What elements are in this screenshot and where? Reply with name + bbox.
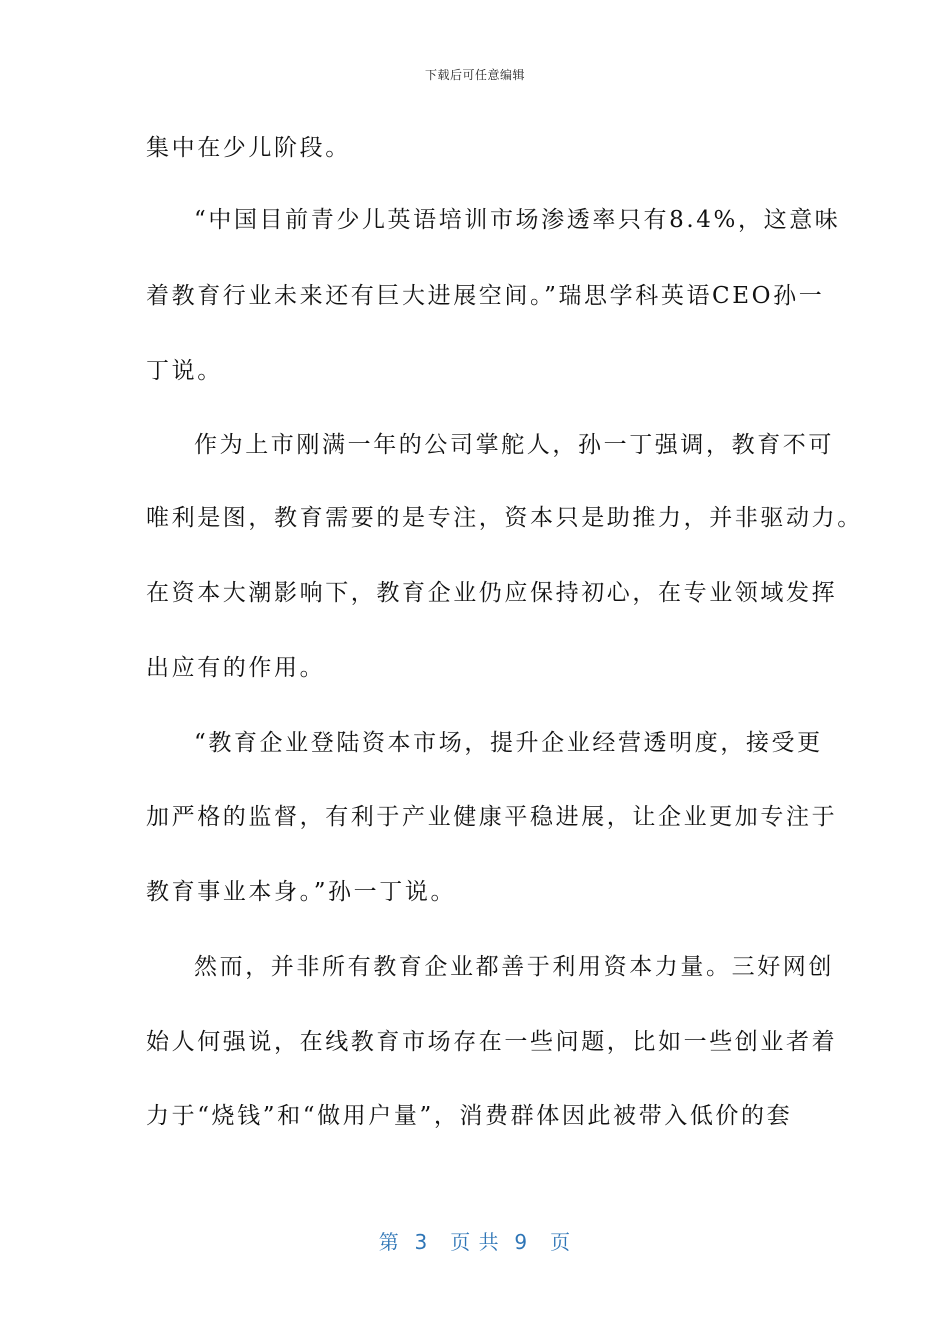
text-line: 着教育行业未来还有巨大进展空间。”瑞思学科英语CEO孙一 bbox=[146, 283, 825, 309]
text-line: 力于“烧钱”和“做用户量”，消费群体因此被带入低价的套 bbox=[146, 1103, 793, 1129]
page-footer bbox=[0, 1226, 950, 1255]
text-line: “教育企业登陆资本市场，提升企业经营透明度，接受更 bbox=[194, 730, 823, 756]
text-line: 教育事业本身。”孙一丁说。 bbox=[146, 879, 457, 905]
page-header: 下载后可任意编辑 bbox=[424, 68, 525, 82]
text-line: 丁说。 bbox=[146, 358, 223, 384]
page-number: 第 3 页 共 9 页 bbox=[378, 1230, 572, 1254]
text-line: 然而，并非所有教育企业都善于利用资本力量。三好网创 bbox=[194, 954, 834, 980]
text-line: 出应有的作用。 bbox=[146, 655, 326, 681]
text-line: 始人何强说，在线教育市场存在一些问题，比如一些创业者着 bbox=[146, 1029, 838, 1055]
text-line: “中国目前青少儿英语培训市场渗透率只有8.4%，这意味 bbox=[194, 207, 841, 233]
text-line: 作为上市刚满一年的公司掌舵人，孙一丁强调，教育不可 bbox=[194, 432, 834, 458]
text-line: 集中在少儿阶段。 bbox=[146, 135, 351, 161]
text-line: 唯利是图，教育需要的是专注，资本只是助推力，并非驱动力。 bbox=[146, 505, 863, 531]
text-line: 加严格的监督，有利于产业健康平稳进展，让企业更加专注于 bbox=[146, 804, 838, 830]
text-line: 在资本大潮影响下，教育企业仍应保持初心，在专业领域发挥 bbox=[146, 580, 838, 606]
